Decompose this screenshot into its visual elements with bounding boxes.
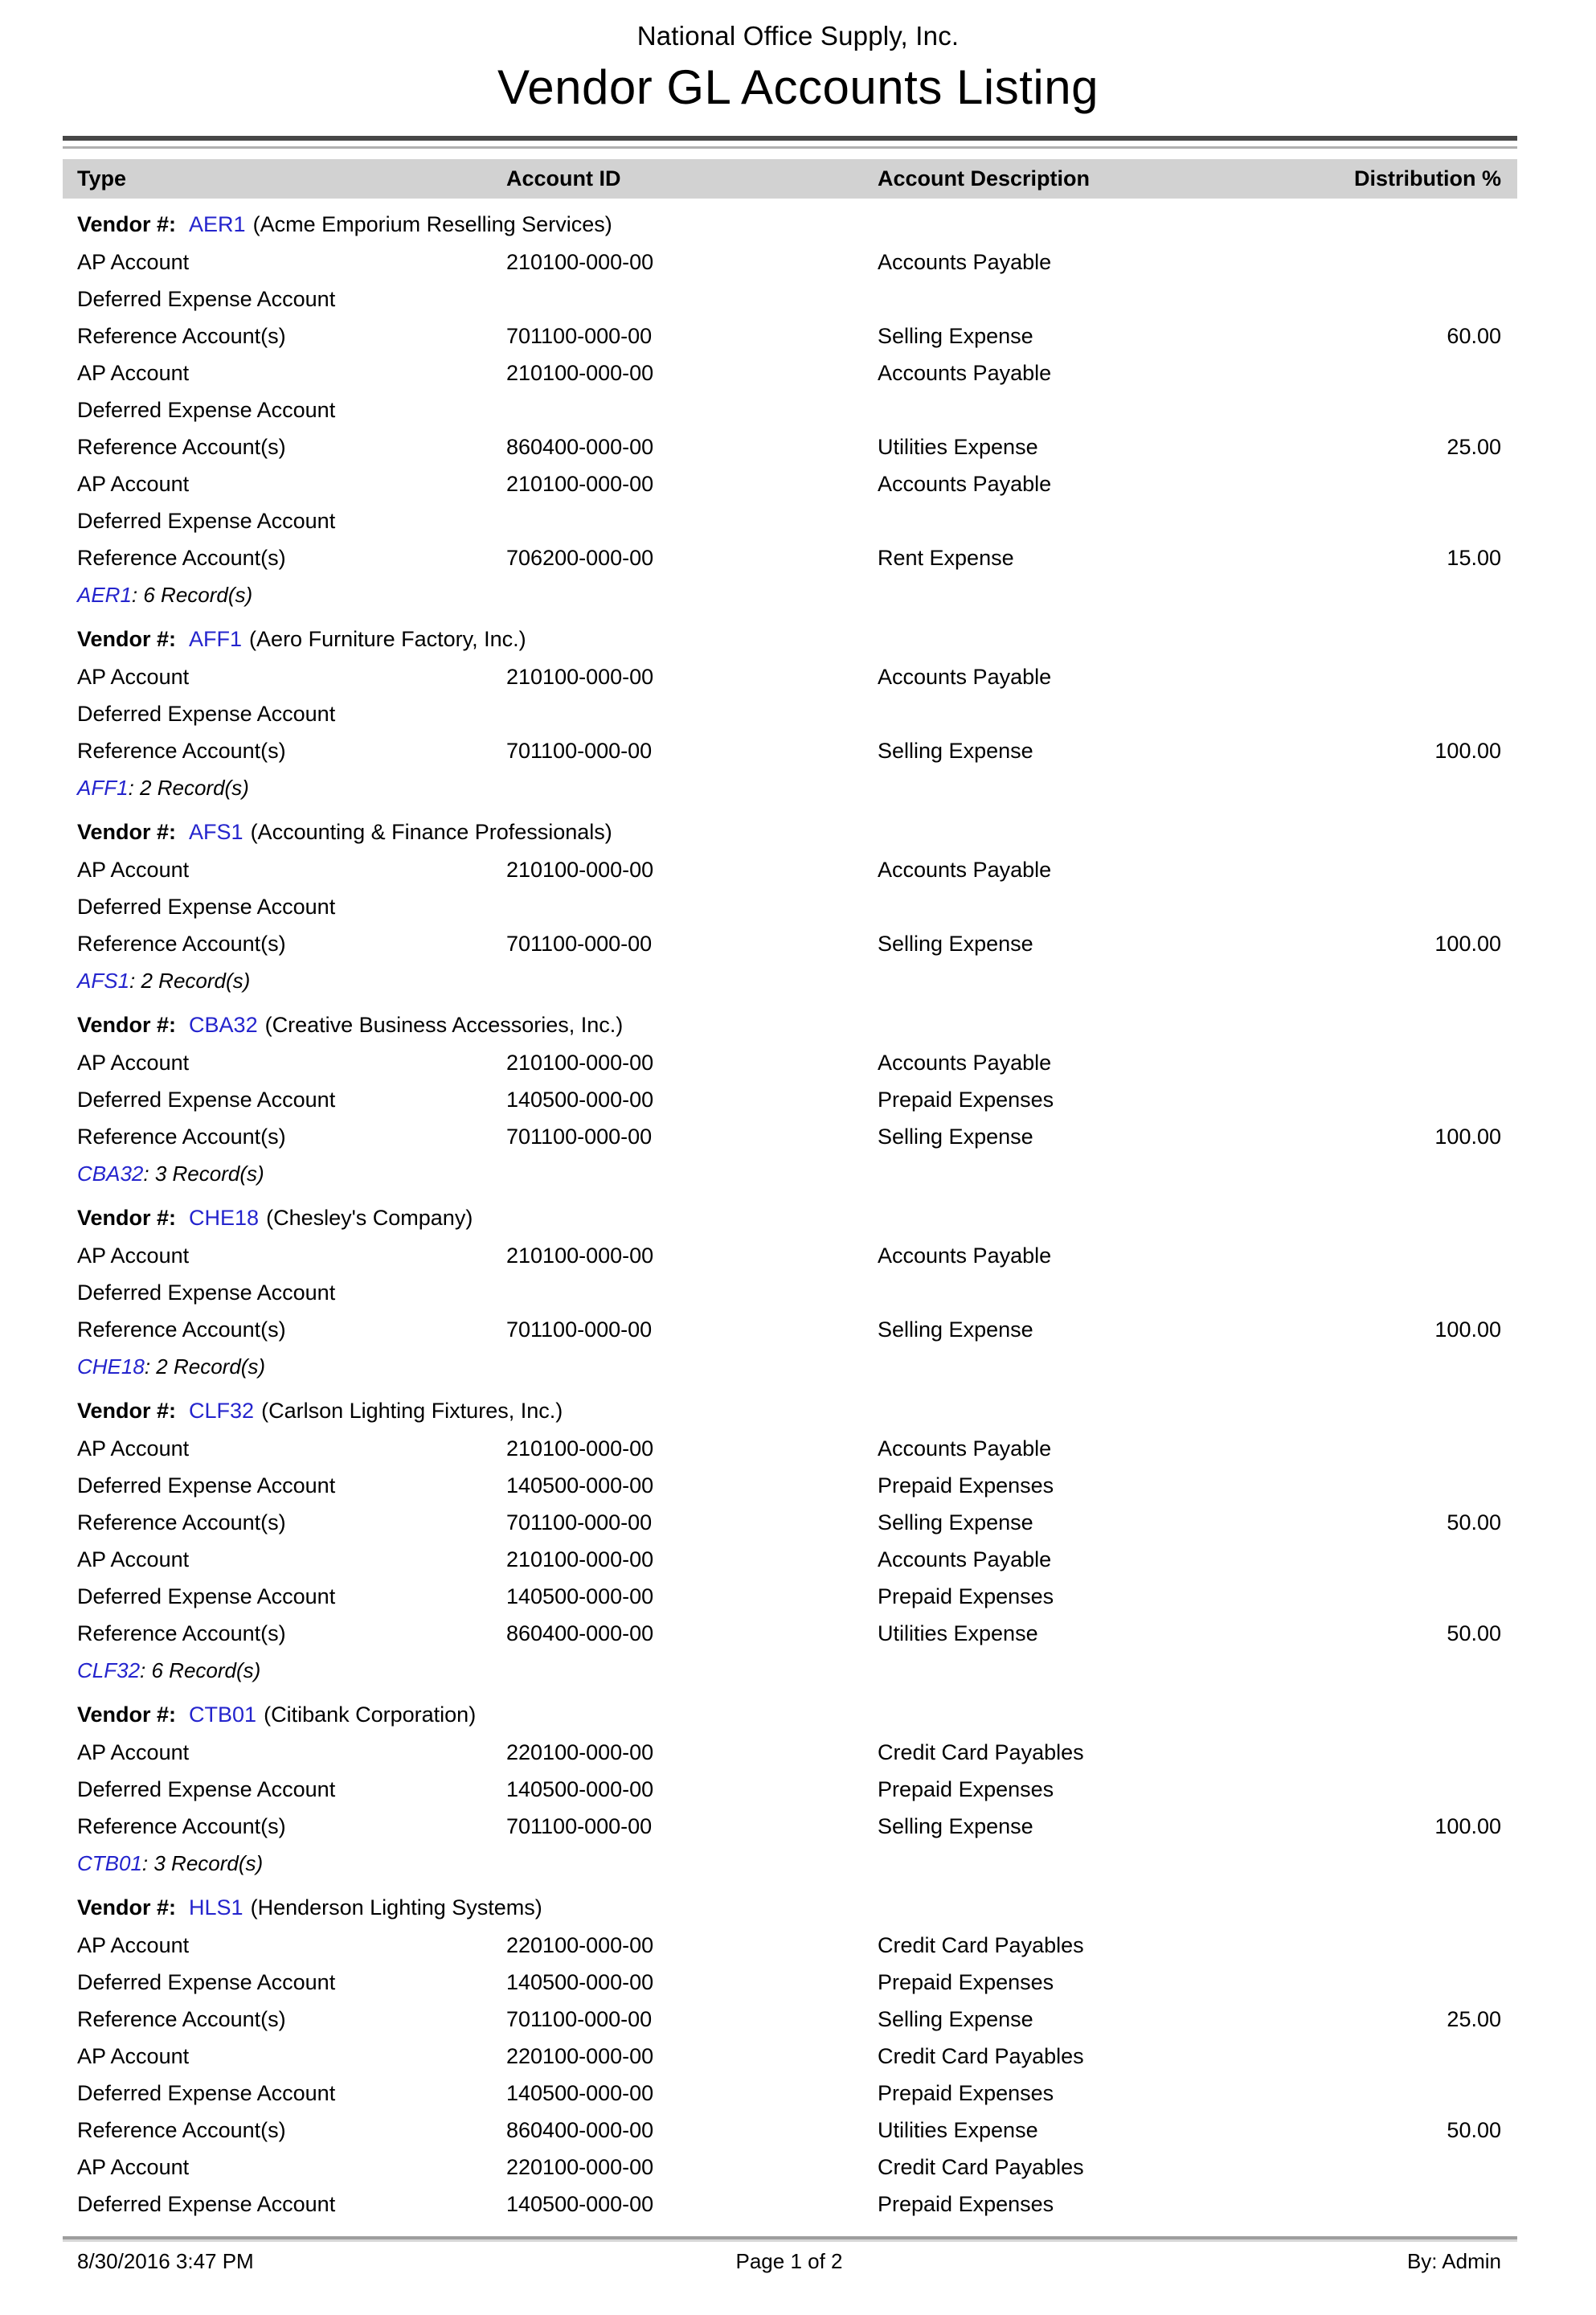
table-column-header [63, 159, 1517, 199]
account-row [63, 695, 1517, 732]
vendor-number-label: Vendor #: [77, 1702, 177, 1727]
vendor-code-link[interactable]: AFF1 [189, 626, 243, 651]
distribution-percent: 50.00 [1447, 1620, 1501, 1645]
account-description: Selling Expense [878, 1124, 1033, 1149]
account-type: Reference Account(s) [77, 1124, 286, 1149]
account-type: AP Account [77, 1932, 190, 1957]
record-count-text: : 2 Record(s) [144, 1354, 266, 1379]
account-row [63, 539, 1517, 576]
account-id: 220100-000-00 [506, 1932, 654, 1957]
distribution-percent: 25.00 [1447, 2006, 1501, 2031]
vendor-account-rows [63, 1044, 1517, 1155]
account-id: 140500-000-00 [506, 1776, 654, 1801]
account-description: Credit Card Payables [878, 1932, 1084, 1957]
account-id: 701100-000-00 [506, 1510, 653, 1534]
account-id: 210100-000-00 [506, 1050, 654, 1075]
account-row [63, 2149, 1517, 2186]
footer-rule-light [63, 2239, 1517, 2242]
account-row [63, 732, 1517, 769]
account-type: Deferred Expense Account [77, 1969, 336, 1994]
vendor-code-link[interactable]: CLF32 [77, 1657, 141, 1682]
account-row [63, 925, 1517, 962]
distribution-percent: 15.00 [1447, 545, 1501, 570]
vendor-number-label: Vendor #: [77, 1205, 177, 1230]
account-id: 701100-000-00 [506, 323, 653, 348]
vendor-code-link[interactable]: HLS1 [189, 1895, 243, 1920]
vendor-name: (Chesley's Company) [266, 1205, 473, 1230]
account-row [63, 354, 1517, 391]
account-description: Selling Expense [878, 931, 1033, 956]
footer-user: By: Admin [1406, 2249, 1501, 2273]
account-type: AP Account [77, 2043, 190, 2068]
account-row [63, 465, 1517, 502]
column-header-type: Type [77, 166, 127, 191]
vendor-account-rows [63, 244, 1517, 576]
vendor-code-link[interactable]: CHE18 [189, 1205, 260, 1230]
account-id: 210100-000-00 [506, 360, 654, 385]
report-title: Vendor GL Accounts Listing [497, 60, 1099, 114]
record-count-text: : 6 Record(s) [131, 582, 253, 607]
account-description: Accounts Payable [878, 360, 1052, 385]
account-type: Deferred Expense Account [77, 1280, 336, 1305]
vendor-name: (Citibank Corporation) [264, 1702, 477, 1727]
account-description: Prepaid Expenses [878, 1776, 1054, 1801]
account-id: 220100-000-00 [506, 2154, 654, 2179]
account-description: Selling Expense [878, 738, 1033, 763]
account-row [63, 1615, 1517, 1652]
vendor-account-rows [63, 1734, 1517, 1845]
account-description: Accounts Payable [878, 1547, 1052, 1571]
account-description: Accounts Payable [878, 1436, 1052, 1461]
account-description: Accounts Payable [878, 1243, 1052, 1268]
account-row [63, 1504, 1517, 1541]
account-description: Selling Expense [878, 323, 1033, 348]
account-row [63, 2112, 1517, 2149]
account-id: 701100-000-00 [506, 2006, 653, 2031]
vendor-code-link[interactable]: AFF1 [77, 775, 129, 800]
account-row [63, 1541, 1517, 1578]
account-row [63, 502, 1517, 539]
vendor-section [63, 620, 1517, 806]
vendor-number-label: Vendor #: [77, 1398, 177, 1423]
vendor-header [63, 1198, 1517, 1237]
account-description: Prepaid Expenses [878, 1087, 1054, 1112]
company-name: National Office Supply, Inc. [636, 21, 960, 51]
vendor-record-count [63, 962, 1517, 999]
account-description: Rent Expense [878, 545, 1014, 570]
vendor-code-link[interactable]: AER1 [189, 211, 246, 236]
account-row [63, 1927, 1517, 1964]
account-type: AP Account [77, 360, 190, 385]
account-id: 701100-000-00 [506, 738, 653, 763]
account-row [63, 1771, 1517, 1808]
account-type: AP Account [77, 857, 190, 882]
account-row [63, 2001, 1517, 2038]
vendor-header [63, 1888, 1517, 1927]
account-type: Deferred Expense Account [77, 2191, 336, 2216]
account-description: Accounts Payable [878, 664, 1052, 689]
account-row [63, 391, 1517, 428]
account-id: 140500-000-00 [506, 1969, 654, 1994]
account-id: 140500-000-00 [506, 2080, 654, 2105]
distribution-percent: 60.00 [1447, 323, 1501, 348]
vendor-record-count [63, 1155, 1517, 1192]
account-row [63, 2075, 1517, 2112]
account-type: Reference Account(s) [77, 1620, 286, 1645]
account-type: AP Account [77, 664, 190, 689]
account-row [63, 1964, 1517, 2001]
account-description: Prepaid Expenses [878, 2191, 1054, 2216]
account-description: Utilities Expense [878, 434, 1038, 459]
account-row [63, 244, 1517, 281]
vendor-sections [63, 205, 1517, 2223]
footer-page-number: Page 1 of 2 [735, 2249, 843, 2273]
account-id: 701100-000-00 [506, 1124, 653, 1149]
record-count-text: : 3 Record(s) [143, 1161, 264, 1186]
account-row [63, 1118, 1517, 1155]
vendor-code-link[interactable]: AER1 [77, 582, 132, 607]
vendor-record-count [63, 1652, 1517, 1689]
account-row [63, 1274, 1517, 1311]
account-type: Deferred Expense Account [77, 1584, 336, 1608]
account-type: Reference Account(s) [77, 545, 286, 570]
vendor-name: (Aero Furniture Factory, Inc.) [249, 626, 526, 651]
account-id: 140500-000-00 [506, 1584, 654, 1608]
account-description: Credit Card Payables [878, 1739, 1084, 1764]
account-row [63, 318, 1517, 354]
account-type: Deferred Expense Account [77, 2080, 336, 2105]
account-row [63, 2038, 1517, 2075]
account-type: Reference Account(s) [77, 2006, 286, 2031]
account-id: 701100-000-00 [506, 931, 653, 956]
distribution-percent: 100.00 [1434, 1813, 1501, 1838]
vendor-section [63, 1695, 1517, 1882]
vendor-section [63, 1198, 1517, 1385]
column-header-account-id: Account ID [506, 166, 621, 191]
record-count-text: : 2 Record(s) [129, 968, 251, 993]
vendor-account-rows [63, 1927, 1517, 2223]
account-type: Deferred Expense Account [77, 286, 336, 311]
account-row [63, 1081, 1517, 1118]
record-count-text: : 3 Record(s) [141, 1850, 264, 1875]
account-description: Prepaid Expenses [878, 1969, 1054, 1994]
vendor-section [63, 205, 1517, 613]
account-id: 860400-000-00 [506, 2117, 654, 2142]
account-id: 140500-000-00 [506, 1473, 654, 1498]
account-type: AP Account [77, 1739, 190, 1764]
record-count-text: : 6 Record(s) [140, 1657, 261, 1682]
account-id: 210100-000-00 [506, 1243, 654, 1268]
distribution-percent: 50.00 [1447, 1510, 1501, 1534]
account-type: Reference Account(s) [77, 1510, 286, 1534]
vendor-code-link[interactable]: CBA32 [77, 1161, 144, 1186]
distribution-percent: 50.00 [1447, 2117, 1501, 2142]
account-type: AP Account [77, 249, 190, 274]
account-description: Credit Card Payables [878, 2154, 1084, 2179]
vendor-header [63, 205, 1517, 244]
account-type: Reference Account(s) [77, 2117, 286, 2142]
account-description: Accounts Payable [878, 857, 1052, 882]
account-description: Accounts Payable [878, 249, 1052, 274]
vendor-account-rows [63, 658, 1517, 769]
vendor-number-label: Vendor #: [77, 211, 177, 236]
account-description: Prepaid Expenses [878, 2080, 1054, 2105]
account-type: AP Account [77, 2154, 190, 2179]
account-type: AP Account [77, 471, 190, 496]
account-row [63, 1578, 1517, 1615]
vendor-record-count [63, 1845, 1517, 1882]
vendor-name: (Acme Emporium Reselling Services) [252, 211, 612, 236]
account-row [63, 1311, 1517, 1348]
account-type: AP Account [77, 1050, 190, 1075]
account-type: Reference Account(s) [77, 1813, 286, 1838]
account-type: Deferred Expense Account [77, 397, 336, 422]
account-type: Deferred Expense Account [77, 701, 336, 726]
account-row [63, 1467, 1517, 1504]
footer-datetime: 8/30/2016 3:47 PM [77, 2249, 254, 2273]
account-row [63, 851, 1517, 888]
vendor-record-count [63, 576, 1517, 613]
vendor-code-link[interactable]: CBA32 [189, 1012, 258, 1037]
account-description: Prepaid Expenses [878, 1584, 1054, 1608]
account-row [63, 2186, 1517, 2223]
vendor-section [63, 813, 1517, 999]
record-count-text: : 2 Record(s) [128, 775, 249, 800]
account-description: Selling Expense [878, 1813, 1033, 1838]
vendor-header [63, 1695, 1517, 1734]
vendor-record-count [63, 769, 1517, 806]
vendor-name: (Carlson Lighting Fixtures, Inc.) [261, 1398, 563, 1423]
account-id: 210100-000-00 [506, 664, 654, 689]
column-header-distribution-percent: Distribution % [1354, 166, 1501, 191]
account-id: 220100-000-00 [506, 2043, 654, 2068]
vendor-name: (Accounting & Finance Professionals) [250, 819, 612, 844]
account-row [63, 1808, 1517, 1845]
distribution-percent: 100.00 [1434, 931, 1501, 956]
vendor-header [63, 813, 1517, 851]
account-id: 210100-000-00 [506, 1547, 654, 1571]
account-type: Deferred Expense Account [77, 1087, 336, 1112]
account-description: Credit Card Payables [878, 2043, 1084, 2068]
vendor-code-link[interactable]: CHE18 [77, 1354, 145, 1379]
account-id: 210100-000-00 [506, 1436, 654, 1461]
account-type: Deferred Expense Account [77, 508, 336, 533]
account-row [63, 1430, 1517, 1467]
account-id: 140500-000-00 [506, 1087, 654, 1112]
vendor-code-link[interactable]: CTB01 [77, 1850, 142, 1875]
account-type: AP Account [77, 1243, 190, 1268]
account-id: 701100-000-00 [506, 1813, 653, 1838]
vendor-section [63, 1391, 1517, 1689]
vendor-number-label: Vendor #: [77, 1012, 177, 1037]
account-id: 210100-000-00 [506, 249, 654, 274]
account-type: Deferred Expense Account [77, 1473, 336, 1498]
vendor-code-link[interactable]: CTB01 [189, 1702, 257, 1727]
column-header-account-description: Account Description [878, 166, 1091, 191]
distribution-percent: 100.00 [1434, 1124, 1501, 1149]
account-id: 210100-000-00 [506, 471, 654, 496]
vendor-number-label: Vendor #: [77, 819, 177, 844]
vendor-name: (Creative Business Accessories, Inc.) [264, 1012, 624, 1037]
account-description: Selling Expense [878, 1317, 1033, 1342]
header-rule-dark [63, 136, 1517, 141]
account-row [63, 888, 1517, 925]
account-id: 706200-000-00 [506, 545, 654, 570]
account-type: AP Account [77, 1436, 190, 1461]
account-type: AP Account [77, 1547, 190, 1571]
account-description: Selling Expense [878, 2006, 1033, 2031]
vendor-account-rows [63, 1237, 1517, 1348]
vendor-header [63, 620, 1517, 658]
account-id: 220100-000-00 [506, 1739, 654, 1764]
vendor-header [63, 1391, 1517, 1430]
account-id: 860400-000-00 [506, 434, 654, 459]
account-id: 210100-000-00 [506, 857, 654, 882]
account-type: Reference Account(s) [77, 434, 286, 459]
account-id: 860400-000-00 [506, 1620, 654, 1645]
header-rule-light [63, 146, 1517, 149]
vendor-code-link[interactable]: CLF32 [189, 1398, 255, 1423]
vendor-section [63, 1006, 1517, 1192]
vendor-name: (Henderson Lighting Systems) [250, 1895, 542, 1920]
account-type: Reference Account(s) [77, 323, 286, 348]
distribution-percent: 100.00 [1434, 1317, 1501, 1342]
distribution-percent: 25.00 [1447, 434, 1501, 459]
account-description: Accounts Payable [878, 1050, 1052, 1075]
account-type: Deferred Expense Account [77, 894, 336, 919]
vendor-header [63, 1006, 1517, 1044]
vendor-account-rows [63, 851, 1517, 962]
account-type: Reference Account(s) [77, 738, 286, 763]
account-id: 140500-000-00 [506, 2191, 654, 2216]
account-description: Utilities Expense [878, 2117, 1038, 2142]
vendor-number-label: Vendor #: [77, 626, 177, 651]
account-type: Reference Account(s) [77, 1317, 286, 1342]
account-row [63, 1734, 1517, 1771]
account-description: Prepaid Expenses [878, 1473, 1054, 1498]
account-description: Utilities Expense [878, 1620, 1038, 1645]
vendor-account-rows [63, 1430, 1517, 1652]
account-type: Reference Account(s) [77, 931, 286, 956]
vendor-number-label: Vendor #: [77, 1895, 177, 1920]
vendor-code-link[interactable]: AFS1 [77, 968, 130, 993]
report-footer [63, 2249, 1517, 2274]
account-description: Accounts Payable [878, 471, 1052, 496]
account-id: 701100-000-00 [506, 1317, 653, 1342]
vendor-record-count [63, 1348, 1517, 1385]
account-type: Deferred Expense Account [77, 1776, 336, 1801]
account-row [63, 428, 1517, 465]
distribution-percent: 100.00 [1434, 738, 1501, 763]
account-row [63, 1237, 1517, 1274]
account-row [63, 1044, 1517, 1081]
account-row [63, 281, 1517, 318]
vendor-section [63, 1888, 1517, 2223]
vendor-code-link[interactable]: AFS1 [189, 819, 243, 844]
account-row [63, 658, 1517, 695]
account-description: Selling Expense [878, 1510, 1033, 1534]
